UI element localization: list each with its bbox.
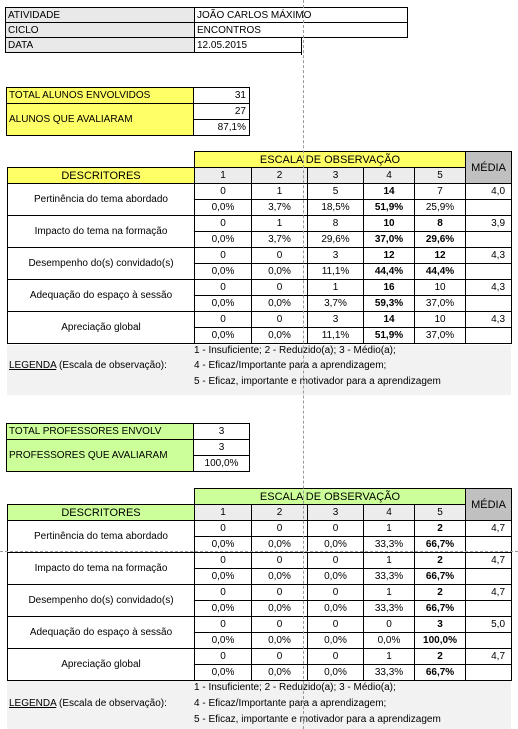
legend-line-2: 4 - Eficaz/Importante para a aprendizagem; <box>194 360 387 371</box>
count-cell: 0 <box>195 585 252 601</box>
percent-cell: 3,7% <box>252 232 308 248</box>
percent-cell: 0,0% <box>252 665 308 681</box>
students-totals-table <box>6 87 250 136</box>
count-cell: 0 <box>308 649 364 665</box>
percent-cell: 0,0% <box>195 328 252 344</box>
media-value: 4,3 <box>466 248 512 264</box>
count-cell: 3 <box>308 312 364 328</box>
percent-cell: 33,3% <box>364 601 415 617</box>
percent-cell: 29,6% <box>308 232 364 248</box>
legend-word: LEGENDA <box>9 698 57 709</box>
media-empty-cell <box>466 296 512 312</box>
count-cell: 0 <box>195 248 252 264</box>
scale-title: ESCALA DE OBSERVAÇÃO <box>195 489 466 505</box>
media-empty-cell <box>466 232 512 248</box>
percent-cell: 44,4% <box>415 264 466 280</box>
descritores-header: DESCRITORES <box>8 168 195 184</box>
percent-cell: 0,0% <box>195 200 252 216</box>
percent-cell: 3,7% <box>308 296 364 312</box>
count-cell: 8 <box>415 216 466 232</box>
media-value: 4,3 <box>466 312 512 328</box>
percent-cell: 0,0% <box>195 296 252 312</box>
legend-line-1: 1 - Insuficiente; 2 - Reduzido(a); 3 - Médio(a); <box>194 682 396 693</box>
media-value: 4,7 <box>466 585 512 601</box>
media-value: 4,3 <box>466 280 512 296</box>
count-cell: 0 <box>308 521 364 537</box>
media-empty-cell <box>466 328 512 344</box>
info-value: JOÃO CARLOS MÁXIMO <box>195 8 408 23</box>
percent-cell: 0,0% <box>308 601 364 617</box>
descriptor-label: Adequação do espaço à sessão <box>8 617 195 649</box>
count-cell: 0 <box>195 553 252 569</box>
descriptor-label: Pertinência do tema abordado <box>8 184 195 216</box>
percent-cell: 0,0% <box>308 633 364 649</box>
descriptor-count-row <box>8 585 512 601</box>
descriptor-label: Apreciação global <box>8 649 195 681</box>
count-cell: 1 <box>364 521 415 537</box>
students-total-value: 31 <box>194 88 250 104</box>
media-empty-cell <box>466 633 512 649</box>
count-cell: 0 <box>308 585 364 601</box>
page-break-vertical <box>303 0 304 729</box>
scale-title: ESCALA DE OBSERVAÇÃO <box>195 152 466 168</box>
teachers-eval-label: PROFESSORES QUE AVALIARAM <box>7 440 194 472</box>
info-label: ATIVIDADE <box>6 8 195 23</box>
percent-cell: 0,0% <box>252 328 308 344</box>
count-cell: 3 <box>308 248 364 264</box>
count-cell: 0 <box>252 649 308 665</box>
descriptor-count-row <box>8 248 512 264</box>
count-cell: 0 <box>252 312 308 328</box>
count-cell: 0 <box>252 617 308 633</box>
descriptor-label: Pertinência do tema abordado <box>8 521 195 553</box>
media-value: 4,7 <box>466 649 512 665</box>
count-cell: 1 <box>364 553 415 569</box>
count-cell: 0 <box>195 216 252 232</box>
descriptor-count-row <box>8 312 512 328</box>
scale-level-3: 3 <box>308 505 364 521</box>
percent-cell: 51,9% <box>364 328 415 344</box>
legend-line-2: 4 - Eficaz/Importante para a aprendizagem; <box>194 698 387 709</box>
percent-cell: 11,1% <box>308 264 364 280</box>
percent-cell: 37,0% <box>415 296 466 312</box>
percent-cell: 100,0% <box>415 633 466 649</box>
count-cell: 0 <box>252 248 308 264</box>
percent-cell: 66,7% <box>415 537 466 553</box>
count-cell: 0 <box>195 184 252 200</box>
media-header: MÉDIA <box>466 489 512 521</box>
percent-cell: 0,0% <box>195 601 252 617</box>
students-legend <box>7 345 511 395</box>
students-rating-table <box>7 151 512 344</box>
percent-cell: 66,7% <box>415 569 466 585</box>
media-value: 4,7 <box>466 521 512 537</box>
legend-line-3: 5 - Eficaz, importante e motivador para a aprendizagem <box>194 714 441 725</box>
media-value: 5,0 <box>466 617 512 633</box>
scale-level-5: 5 <box>415 168 466 184</box>
count-cell: 14 <box>364 184 415 200</box>
media-empty-cell <box>466 601 512 617</box>
info-label: DATA <box>6 38 195 53</box>
count-cell: 0 <box>195 280 252 296</box>
percent-cell: 0,0% <box>308 537 364 553</box>
percent-cell: 0,0% <box>308 665 364 681</box>
percent-cell: 0,0% <box>252 296 308 312</box>
descriptor-count-row <box>8 649 512 665</box>
count-cell: 1 <box>308 280 364 296</box>
percent-cell: 11,1% <box>308 328 364 344</box>
count-cell: 0 <box>252 585 308 601</box>
scale-level-5: 5 <box>415 505 466 521</box>
count-cell: 2 <box>415 553 466 569</box>
legend-word: LEGENDA <box>9 360 57 371</box>
count-cell: 10 <box>364 216 415 232</box>
descriptor-label: Desempenho do(s) convidado(s) <box>8 585 195 617</box>
count-cell: 0 <box>252 280 308 296</box>
percent-cell: 0,0% <box>252 633 308 649</box>
scale-level-2: 2 <box>252 168 308 184</box>
info-row-ciclo <box>6 23 408 38</box>
count-cell: 0 <box>195 617 252 633</box>
scale-level-1: 1 <box>195 168 252 184</box>
count-cell: 1 <box>252 216 308 232</box>
students-eval-pct: 87,1% <box>194 120 250 136</box>
count-cell: 0 <box>364 617 415 633</box>
percent-cell: 29,6% <box>415 232 466 248</box>
percent-cell: 0,0% <box>195 232 252 248</box>
count-cell: 12 <box>364 248 415 264</box>
scale-level-3: 3 <box>308 168 364 184</box>
percent-cell: 0,0% <box>195 264 252 280</box>
media-empty-cell <box>466 665 512 681</box>
percent-cell: 25,9% <box>415 200 466 216</box>
percent-cell: 0,0% <box>252 537 308 553</box>
page-break-horizontal <box>0 551 518 552</box>
count-cell: 8 <box>308 216 364 232</box>
legend-sub: (Escala de observação): <box>59 360 167 371</box>
descriptor-count-row <box>8 617 512 633</box>
count-cell: 0 <box>308 553 364 569</box>
percent-cell: 0,0% <box>195 633 252 649</box>
percent-cell: 0,0% <box>252 264 308 280</box>
count-cell: 0 <box>252 553 308 569</box>
students-eval-label: ALUNOS QUE AVALIARAM <box>7 104 194 136</box>
teachers-rating-table <box>7 488 512 681</box>
count-cell: 0 <box>308 617 364 633</box>
scale-level-2: 2 <box>252 505 308 521</box>
scale-level-4: 4 <box>364 168 415 184</box>
count-cell: 2 <box>415 649 466 665</box>
descriptor-label: Impacto do tema na formação <box>8 216 195 248</box>
teachers-total-label: TOTAL PROFESSORES ENVOLV <box>7 424 194 440</box>
count-cell: 12 <box>415 248 466 264</box>
students-total-label: TOTAL ALUNOS ENVOLVIDOS <box>7 88 194 104</box>
descritores-header: DESCRITORES <box>8 505 195 521</box>
descriptor-count-row <box>8 521 512 537</box>
percent-cell: 0,0% <box>252 601 308 617</box>
percent-cell: 59,3% <box>364 296 415 312</box>
media-value: 4,0 <box>466 184 512 200</box>
info-row-atividade <box>6 8 408 23</box>
percent-cell: 0,0% <box>195 569 252 585</box>
descriptor-count-row <box>8 184 512 200</box>
scale-level-1: 1 <box>195 505 252 521</box>
count-cell: 1 <box>364 649 415 665</box>
legend-line-3: 5 - Eficaz, importante e motivador para a aprendizagem <box>194 376 441 387</box>
percent-cell: 3,7% <box>252 200 308 216</box>
percent-cell: 18,5% <box>308 200 364 216</box>
percent-cell: 44,4% <box>364 264 415 280</box>
percent-cell: 33,3% <box>364 537 415 553</box>
count-cell: 2 <box>415 585 466 601</box>
legend-sub: (Escala de observação): <box>59 698 167 709</box>
descriptor-count-row <box>8 216 512 232</box>
count-cell: 10 <box>415 280 466 296</box>
count-cell: 1 <box>252 184 308 200</box>
descriptor-label: Apreciação global <box>8 312 195 344</box>
teachers-eval-pct: 100,0% <box>194 456 250 472</box>
percent-cell: 33,3% <box>364 665 415 681</box>
teachers-legend <box>7 681 511 729</box>
percent-cell: 66,7% <box>415 601 466 617</box>
percent-cell: 51,9% <box>364 200 415 216</box>
media-empty-cell <box>466 200 512 216</box>
info-value: 12.05.2015 <box>195 38 408 53</box>
teachers-eval-count: 3 <box>194 440 250 456</box>
percent-cell: 37,0% <box>415 328 466 344</box>
percent-cell: 33,3% <box>364 569 415 585</box>
percent-cell: 0,0% <box>195 537 252 553</box>
media-header: MÉDIA <box>466 152 512 184</box>
count-cell: 3 <box>415 617 466 633</box>
percent-cell: 0,0% <box>195 665 252 681</box>
count-cell: 0 <box>195 312 252 328</box>
descriptor-count-row <box>8 280 512 296</box>
info-label: CICLO <box>6 23 195 38</box>
count-cell: 2 <box>415 521 466 537</box>
percent-cell: 66,7% <box>415 665 466 681</box>
count-cell: 0 <box>252 521 308 537</box>
legend-line-1: 1 - Insuficiente; 2 - Reduzido(a); 3 - Médio(a); <box>194 345 396 356</box>
percent-cell: 37,0% <box>364 232 415 248</box>
count-cell: 1 <box>364 585 415 601</box>
media-empty-cell <box>466 569 512 585</box>
media-empty-cell <box>466 264 512 280</box>
descriptor-label: Adequação do espaço à sessão <box>8 280 195 312</box>
info-value: ENCONTROS <box>195 23 408 38</box>
media-value: 3,9 <box>466 216 512 232</box>
descriptor-count-row <box>8 553 512 569</box>
percent-cell: 0,0% <box>308 569 364 585</box>
count-cell: 0 <box>195 649 252 665</box>
count-cell: 5 <box>308 184 364 200</box>
scale-level-4: 4 <box>364 505 415 521</box>
count-cell: 14 <box>364 312 415 328</box>
descriptor-label: Desempenho do(s) convidado(s) <box>8 248 195 280</box>
count-cell: 10 <box>415 312 466 328</box>
media-value: 4,7 <box>466 553 512 569</box>
count-cell: 16 <box>364 280 415 296</box>
teachers-totals-table <box>6 423 250 472</box>
count-cell: 0 <box>195 521 252 537</box>
percent-cell: 0,0% <box>364 633 415 649</box>
teachers-total-value: 3 <box>194 424 250 440</box>
percent-cell: 0,0% <box>252 569 308 585</box>
descriptor-label: Impacto do tema na formação <box>8 553 195 585</box>
students-eval-count: 27 <box>194 104 250 120</box>
count-cell: 7 <box>415 184 466 200</box>
